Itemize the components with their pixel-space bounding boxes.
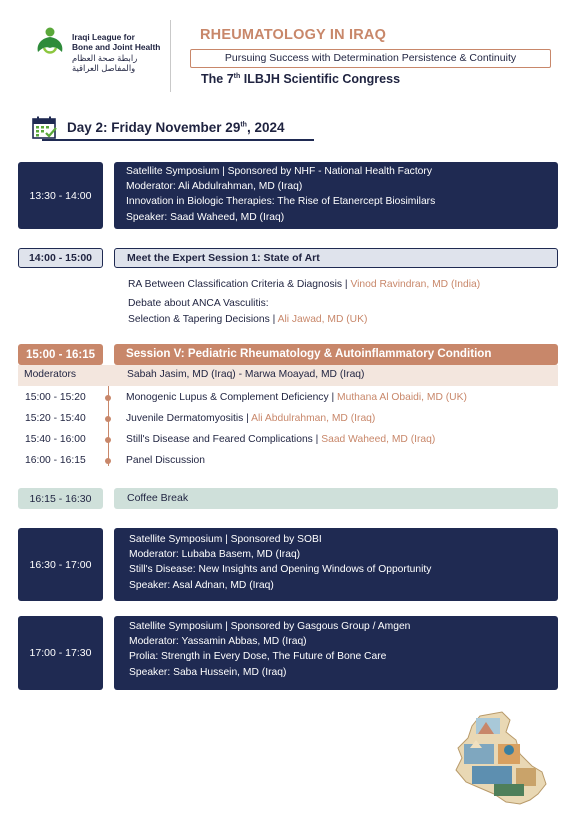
session5-talk-3-time: 15:40 - 16:00 — [25, 434, 86, 445]
logo-text-ar-2: والمفاصل العراقية — [72, 63, 136, 73]
iraq-map-illustration — [450, 710, 552, 810]
page-title: RHEUMATOLOGY IN IRAQ — [200, 27, 387, 43]
logo-text-en-1: Iraqi League for — [72, 32, 135, 42]
logo-mark-icon — [32, 24, 68, 60]
coffee-time: 16:15 - 16:30 — [18, 488, 103, 509]
calendar-icon — [32, 116, 58, 140]
satellite3-time: 17:00 - 17:30 — [18, 616, 103, 690]
satellite1-line-2: Moderator: Ali Abdulrahman, MD (Iraq) — [126, 181, 303, 193]
satellite1-time: 13:30 - 14:00 — [18, 162, 103, 229]
session5-talk-2-time: 15:20 - 15:40 — [25, 413, 86, 424]
satellite1-block — [114, 162, 558, 229]
congress-sup: th — [233, 72, 241, 80]
session5-talk-4 — [126, 455, 205, 466]
logo-text-en-2: Bone and Joint Health — [72, 42, 161, 52]
expert-time: 14:00 - 15:00 — [18, 248, 103, 268]
expert-title: Meet the Expert Session 1: State of Art — [127, 252, 320, 264]
session5-talk-1-title: Monogenic Lupus & Complement Deficiency | — [126, 392, 338, 403]
session5-talk-2 — [126, 413, 375, 424]
satellite3-block — [114, 616, 558, 690]
day-sup: th — [240, 121, 247, 129]
session5-talk-2-title: Juvenile Dermatomyositis | — [126, 413, 252, 424]
satellite2-line-4: Speaker: Asal Adnan, MD (Iraq) — [129, 579, 274, 591]
header-divider — [170, 20, 171, 92]
expert-talk-2-speaker: Ali Jawad, MD (UK) — [277, 314, 368, 325]
expert-talk-2-title: Selection & Tapering Decisions | — [128, 314, 278, 325]
day-title — [67, 120, 284, 135]
satellite2-line-1: Satellite Symposium | Sponsored by SOBI — [129, 534, 322, 545]
congress-prefix: The 7 — [201, 72, 234, 86]
expert-talk-2-line-1: Debate about ANCA Vasculitis: — [128, 298, 269, 309]
expert-talk-1-title: RA Between Classification Criteria & Diagnosis | — [128, 279, 351, 290]
congress-suffix: ILBJH Scientific Congress — [240, 72, 401, 86]
logo-text-ar-1: رابطة صحة العظام — [72, 53, 138, 63]
timeline-dot — [105, 416, 111, 422]
expert-talk-1 — [128, 279, 480, 290]
session5-talk-4-title: Panel Discussion — [126, 455, 205, 466]
session5-talk-2-speaker: Ali Abdulrahman, MD (Iraq) — [251, 413, 376, 424]
session5-time: 15:00 - 16:15 — [18, 344, 103, 365]
day-suffix: , 2024 — [246, 120, 285, 135]
satellite2-line-3: Still's Disease: New Insights and Opening Windows of Opportunity — [129, 564, 432, 576]
session5-talk-4-time: 16:00 - 16:15 — [25, 455, 86, 466]
expert-title-bar — [114, 248, 558, 268]
day-prefix: Day 2: Friday November 29 — [67, 120, 241, 135]
session5-title-bar — [114, 344, 558, 365]
session5-talk-3 — [126, 434, 435, 445]
logo — [32, 22, 162, 92]
moderators-label: Moderators — [24, 369, 77, 380]
expert-talk-1-speaker: Vinod Ravindran, MD (India) — [350, 279, 481, 290]
session5-talk-1-time: 15:00 - 15:20 — [25, 392, 86, 403]
day-underline — [42, 139, 314, 141]
satellite3-line-4: Speaker: Saba Hussein, MD (Iraq) — [129, 666, 287, 678]
satellite3-line-1: Satellite Symposium | Sponsored by Gasgous Group / Amgen — [129, 621, 411, 632]
session5-talk-3-speaker: Saad Waheed, MD (Iraq) — [321, 434, 436, 445]
satellite3-line-3: Prolia: Strength in Every Dose, The Future of Bone Care — [129, 651, 387, 663]
satellite2-block — [114, 528, 558, 601]
timeline-dot — [105, 395, 111, 401]
session5-title: Session V: Pediatric Rheumatology & Autoinflammatory Condition — [126, 347, 492, 360]
tagline: Pursuing Success with Determination Persistence & Continuity — [190, 49, 551, 68]
satellite2-line-2: Moderator: Lubaba Basem, MD (Iraq) — [129, 549, 301, 561]
satellite1-line-1: Satellite Symposium | Sponsored by NHF - National Health Factory — [126, 166, 432, 177]
timeline-dot — [105, 458, 111, 464]
satellite1-line-4: Speaker: Saad Waheed, MD (Iraq) — [126, 211, 285, 223]
timeline-dot — [105, 437, 111, 443]
moderators-names: Sabah Jasim, MD (Iraq) - Marwa Moayad, MD (Iraq) — [127, 369, 365, 380]
coffee-bar — [114, 488, 558, 509]
satellite3-line-2: Moderator: Yassamin Abbas, MD (Iraq) — [129, 636, 307, 648]
session5-talk-3-title: Still's Disease and Feared Complications | — [126, 434, 322, 445]
satellite2-time: 16:30 - 17:00 — [18, 528, 103, 601]
expert-talk-2 — [128, 314, 367, 325]
session5-talk-1 — [126, 392, 467, 403]
satellite1-line-3: Innovation in Biologic Therapies: The Rise of Etanercept Biosimilars — [126, 196, 436, 208]
coffee-label: Coffee Break — [127, 492, 189, 504]
congress-title — [201, 72, 400, 86]
session5-talk-1-speaker: Muthana Al Obaidi, MD (UK) — [337, 392, 467, 403]
